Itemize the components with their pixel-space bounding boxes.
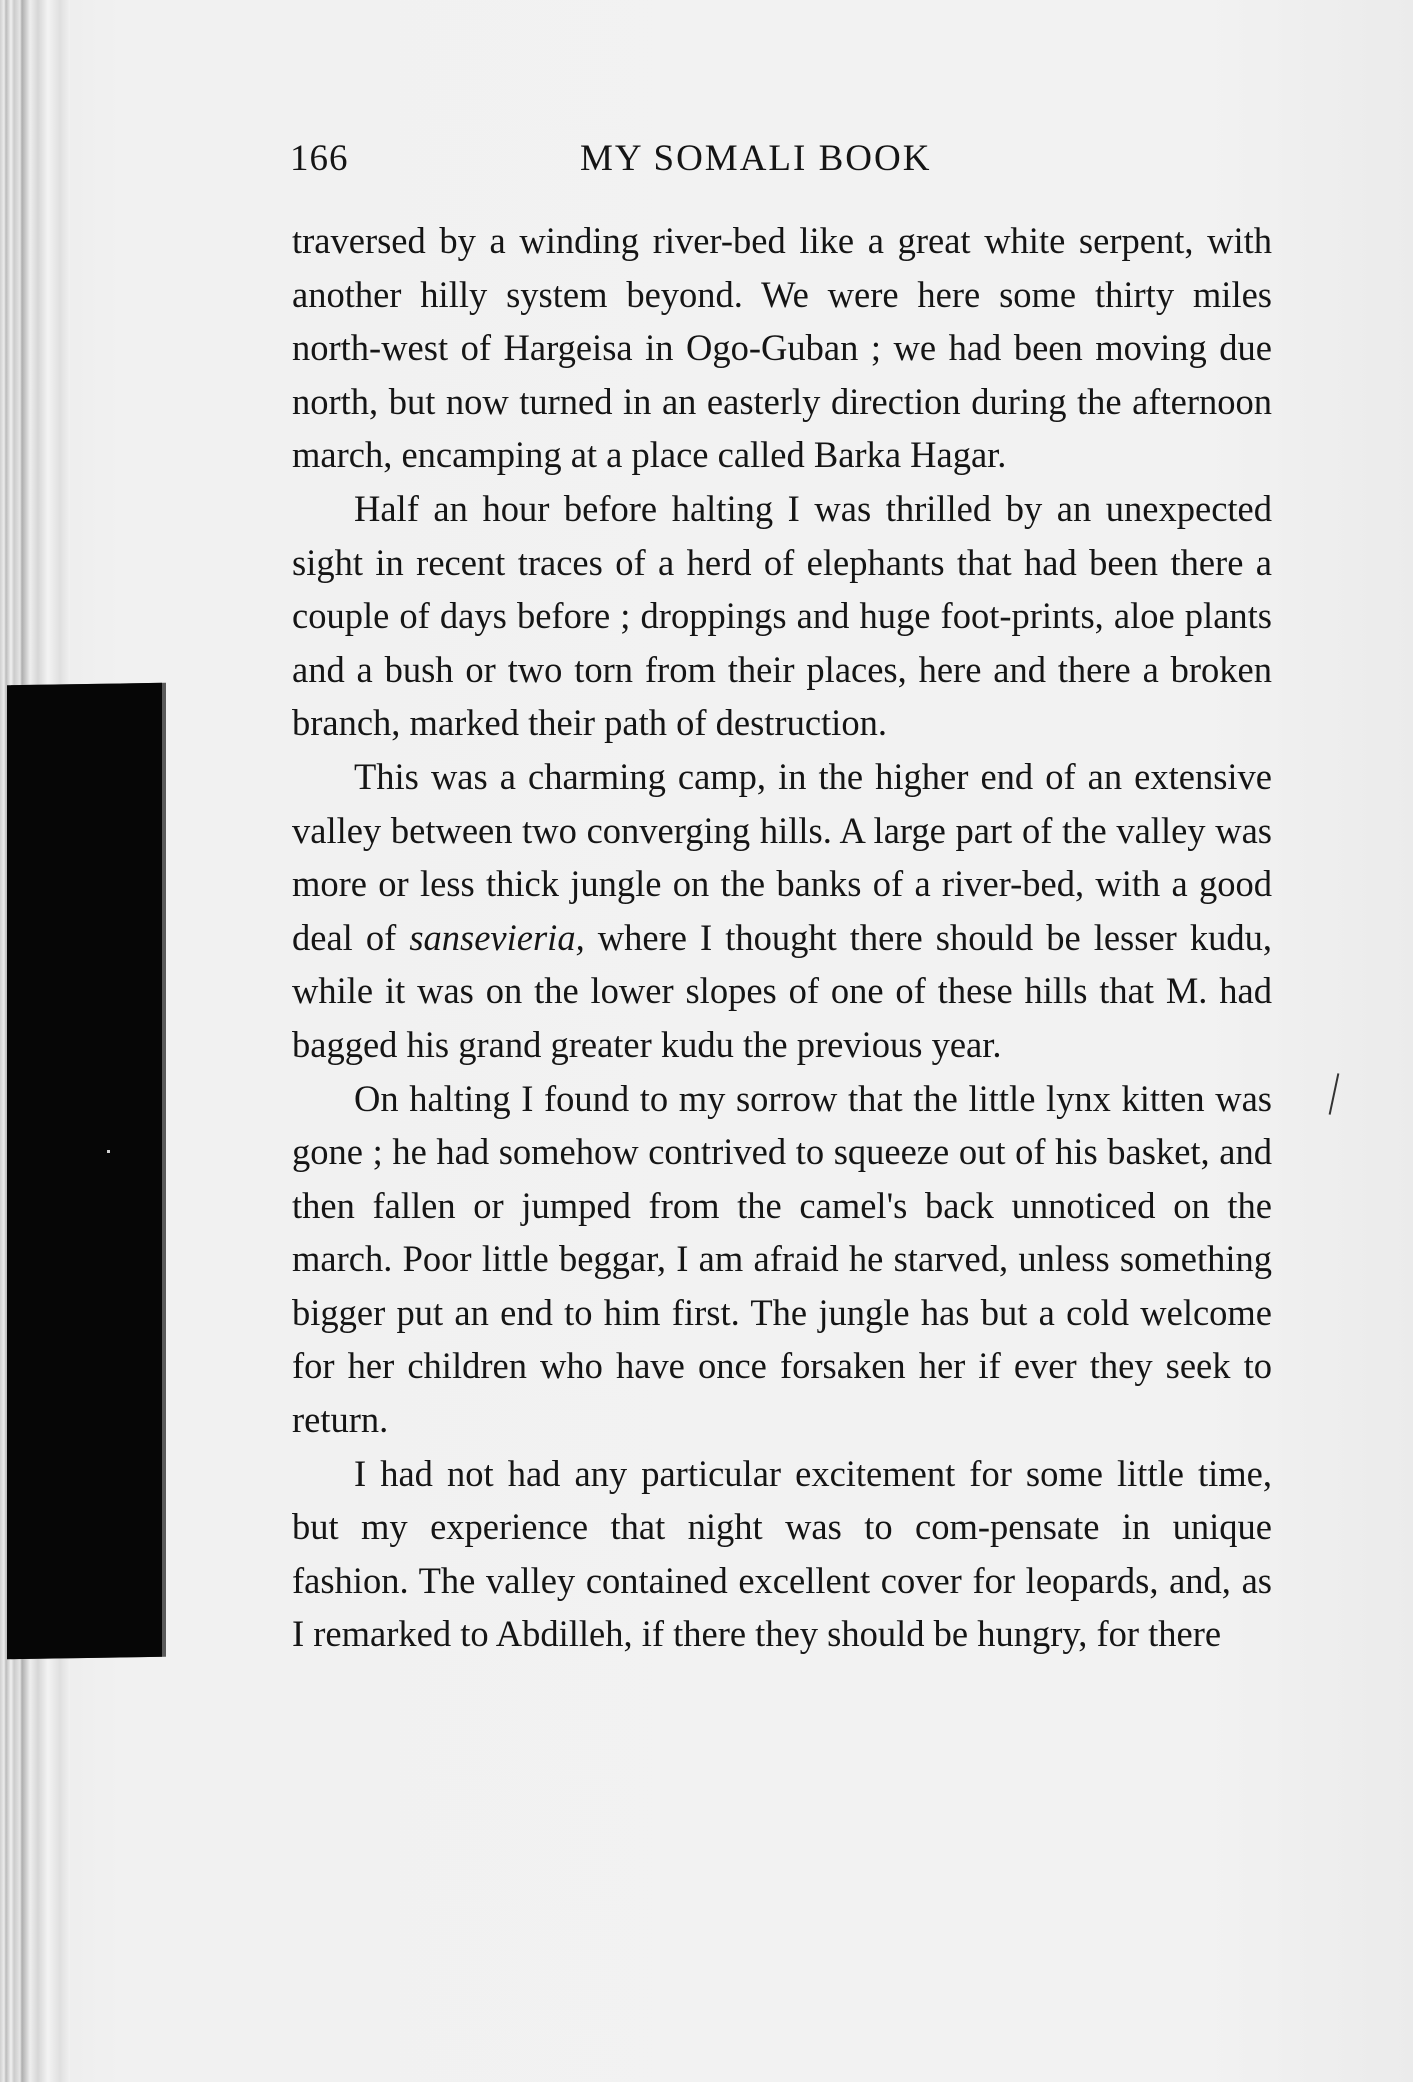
paragraph-5: I had not had any particular excitement for some little time, but my experience that night was to com-pensate in unique fashion. The valley contained excellent cover for leopards, and, as I remarked to Abdilleh, if there they should be hungry, for there xyxy=(292,1452,1272,1655)
black-tab-marker xyxy=(7,683,162,1659)
page-header xyxy=(290,137,1275,187)
italic-term: sansevieria, xyxy=(409,916,585,958)
body-text xyxy=(292,214,1272,1661)
page-number: 166 xyxy=(290,138,349,179)
paragraph-2: Half an hour before halting I was thrilled by an unexpected sight in recent traces of a herd of elephants that had been there a couple of days before ; droppings and huge foot-prints, aloe plants and a bush or two torn from their places, here and there a broken branch, marked their path of destruction. xyxy=(292,487,1272,744)
paragraph-1: traversed by a winding river-bed like a great white serpent, with another hilly system beyond. We were here some thirty miles north-west of Hargeisa in Ogo-Guban ; we had been moving due north, but now turned in an easterly direction during the afternoon march, encamping at a place called Barka Hagar. xyxy=(292,220,1272,476)
paragraph-4: On halting I found to my sorrow that the little lynx kitten was gone ; he had somehow contrived to squeeze out of his basket, and then fallen or jumped from the camel's back unnoticed on the march. Poor little beggar, I am afraid he starved, unless something bigger put an end to him first. The jungle has but a cold welcome for her children who have once forsaken her if ever they seek to return. xyxy=(292,1077,1272,1441)
tab-speck xyxy=(107,1150,110,1153)
running-head: MY SOMALI BOOK xyxy=(580,138,932,179)
paragraph-3 xyxy=(292,750,1272,1072)
paragraph-3-part-2: where I thought there should be lesser kudu, while it was on the lower slopes of one of these hills that M. had bagged his grand greater kudu the previous year. xyxy=(292,916,1273,1065)
paragraph-3-part-1: This was a charming camp, in the higher end of an extensive valley between two converging hills. A large part of the valley was more or less thick jungle on the banks of a river-bed, with a good deal of xyxy=(292,755,1272,958)
